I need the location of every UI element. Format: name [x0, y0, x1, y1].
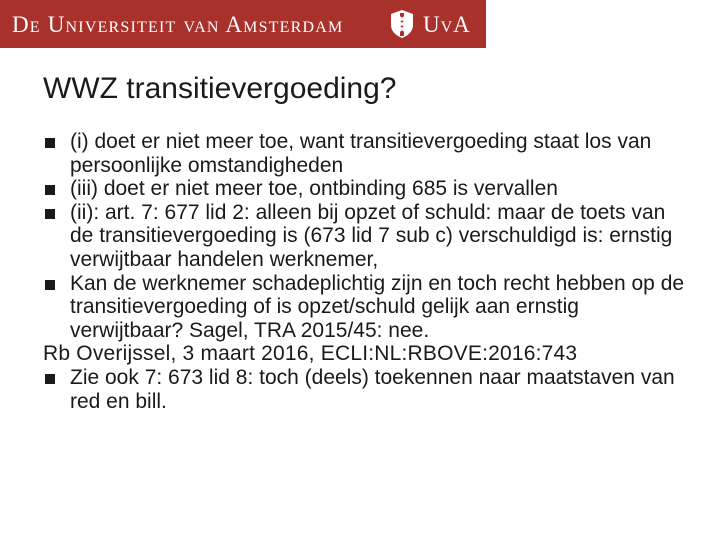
bullet-item	[0, 272, 690, 343]
bullet-text: (i) doet er niet meer toe, want transitievergoeding staat los van persoonlijke omstandigheden	[70, 130, 652, 177]
header-banner	[0, 0, 486, 48]
case-reference-line: Rb Overijssel, 3 maart 2016, ECLI:NL:RBOVE:2016:743	[43, 342, 578, 366]
bullet-item	[0, 366, 690, 413]
bullet-text: Zie ook 7: 673 lid 8: toch (deels) toekennen naar maatstaven van red en bill.	[70, 365, 675, 413]
square-bullet-icon	[45, 138, 55, 148]
bullet-text: Kan de werknemer schadeplichtig zijn en toch recht hebben op de transitievergoeding of is opzet/schuld gelijk aan ernstig verwijtbaar? Sagel, TRA 2015/45: nee.	[70, 271, 685, 342]
bullet-item	[0, 201, 690, 272]
amsterdam-crest-icon	[389, 9, 415, 39]
square-bullet-icon	[45, 374, 55, 384]
university-name: De Universiteit van Amsterdam	[12, 12, 344, 37]
square-bullet-icon	[45, 209, 55, 219]
square-bullet-icon	[45, 185, 55, 195]
bullet-item	[0, 177, 690, 201]
bullet-text: (ii): art. 7: 677 lid 2: alleen bij opzet of schuld: maar de toets van de transitievergoeding is (673 lid 7 sub c) verschuldigd is: ernstig verwijtbaar handelen werknemer,	[70, 200, 673, 271]
square-bullet-icon	[45, 280, 55, 290]
slide-body	[0, 130, 720, 413]
bullet-text: (iii) doet er niet meer toe, ontbinding 685 is vervallen	[70, 177, 558, 201]
slide-title: WWZ transitievergoeding?	[43, 72, 397, 105]
uva-logo-text: UvA	[423, 12, 471, 37]
bullet-item	[0, 130, 690, 177]
